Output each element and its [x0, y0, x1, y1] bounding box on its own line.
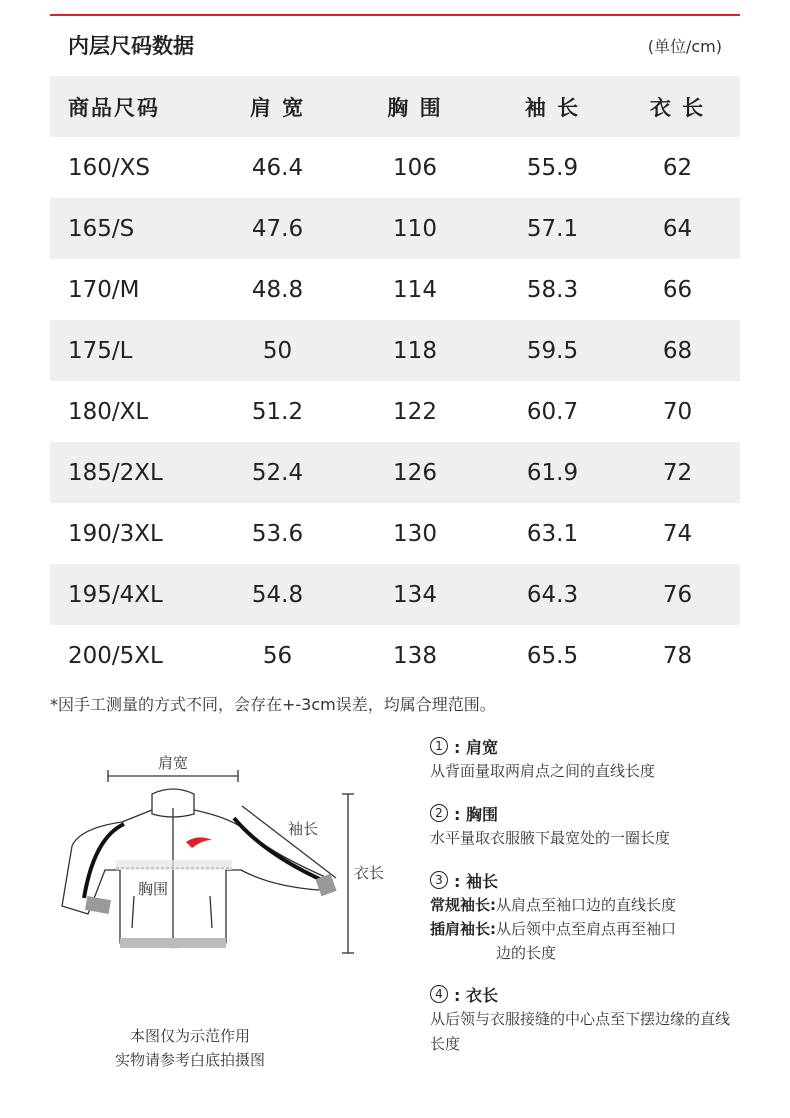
legend-length [430, 981, 770, 1057]
legend-description: 水平量取衣服腋下最宽处的一圈长度 [430, 829, 671, 847]
sub-label: 常规袖长: [430, 896, 496, 914]
cell-sleeve: 61.9 [526, 459, 579, 486]
cell-length: 62 [662, 154, 693, 181]
cell-shoulder: 47.6 [251, 215, 304, 242]
cell-shoulder: 48.8 [251, 276, 304, 303]
label-shoulder: 肩宽 [157, 754, 189, 772]
table-row [50, 381, 740, 442]
cell-size: 165/S [68, 215, 135, 242]
cell-size: 160/XS [68, 154, 151, 181]
cell-chest: 106 [393, 154, 437, 181]
cell-size: 200/5XL [68, 642, 163, 669]
cell-size: 175/L [68, 337, 133, 364]
cell-size: 180/XL [68, 398, 149, 425]
table-row [50, 320, 740, 381]
sub-label: 插肩袖长: [430, 920, 496, 938]
cell-sleeve: 65.5 [526, 642, 579, 669]
cell-shoulder: 53.6 [251, 520, 304, 547]
legend-sleeve [430, 867, 770, 965]
table-header-row [50, 76, 740, 137]
circled-number-2-icon: 2 [430, 804, 448, 822]
cell-size: 190/3XL [68, 520, 163, 547]
cell-chest: 126 [393, 459, 437, 486]
cell-sleeve: 60.7 [526, 398, 579, 425]
brand-logo-icon [186, 837, 212, 848]
legend-title: : 衣长 [454, 985, 498, 1005]
table-row [50, 137, 740, 198]
cell-size: 185/2XL [68, 459, 163, 486]
cell-length: 78 [662, 642, 693, 669]
cell-sleeve: 59.5 [526, 337, 579, 364]
cell-shoulder: 56 [262, 642, 293, 669]
table-row [50, 259, 740, 320]
cell-chest: 138 [393, 642, 437, 669]
legend-shoulder [430, 733, 770, 784]
cell-length: 72 [662, 459, 693, 486]
cell-chest: 122 [393, 398, 437, 425]
label-chest: 胸围 [138, 880, 169, 898]
table-row [50, 198, 740, 259]
circled-number-3-icon: 3 [430, 871, 448, 889]
sub-text-continued: 边的长度 [496, 944, 557, 962]
legend-sub-item [430, 893, 770, 917]
caption-line-2: 实物请参考白底拍摄图 [114, 1051, 265, 1069]
header-length: 衣 长 [649, 95, 706, 120]
cell-sleeve: 57.1 [526, 215, 579, 242]
cell-length: 70 [662, 398, 693, 425]
table-row [50, 503, 740, 564]
legend-title: : 肩宽 [454, 737, 498, 757]
sub-text: 从肩点至袖口边的直线长度 [496, 896, 677, 914]
header-size: 商品尺码 [68, 95, 160, 120]
measurement-legend [430, 733, 770, 1073]
cell-shoulder: 52.4 [251, 459, 304, 486]
jacket-hem [120, 938, 226, 948]
table-row [50, 564, 740, 625]
cell-sleeve: 58.3 [526, 276, 579, 303]
header-sleeve: 袖 长 [524, 95, 581, 120]
legend-chest [430, 800, 770, 851]
page-title: 内层尺码数据 [68, 34, 194, 58]
cell-size: 170/M [68, 276, 140, 303]
circled-number-4-icon: 4 [430, 985, 448, 1003]
cell-length: 68 [662, 337, 693, 364]
cell-sleeve: 55.9 [526, 154, 579, 181]
cell-shoulder: 50 [262, 337, 293, 364]
table-row [50, 625, 740, 686]
cell-chest: 114 [393, 276, 437, 303]
right-pocket [210, 896, 212, 928]
label-sleeve: 袖长 [288, 820, 319, 838]
table-row [50, 442, 740, 503]
measurement-footnote: *因手工测量的方式不同，会存在+-3cm误差，均属合理范围。 [50, 695, 496, 714]
cell-shoulder: 54.8 [251, 581, 304, 608]
legend-description: 从后领与衣服接缝的中心点至下摆边缘的直线长度 [430, 1010, 731, 1053]
header-shoulder: 肩 宽 [249, 95, 306, 120]
cell-chest: 110 [393, 215, 437, 242]
diagram-caption [90, 1024, 290, 1072]
cell-length: 66 [662, 276, 693, 303]
cell-chest: 130 [393, 520, 437, 547]
cell-sleeve: 64.3 [526, 581, 579, 608]
size-table [50, 76, 740, 686]
cell-length: 64 [662, 215, 693, 242]
left-pocket [132, 896, 134, 928]
cell-shoulder: 46.4 [251, 154, 304, 181]
cell-length: 74 [662, 520, 693, 547]
legend-title: : 袖长 [454, 871, 498, 891]
legend-title: : 胸围 [454, 804, 498, 824]
caption-line-1: 本图仅为示范作用 [129, 1027, 250, 1045]
cell-sleeve: 63.1 [526, 520, 579, 547]
sub-text: 从后领中点至肩点再至袖口 [496, 920, 677, 938]
legend-description: 从背面量取两肩点之间的直线长度 [430, 762, 656, 780]
circled-number-1-icon: 1 [430, 737, 448, 755]
legend-sub-item [430, 917, 770, 965]
label-length: 衣长 [354, 864, 385, 882]
cell-shoulder: 51.2 [251, 398, 304, 425]
cell-length: 76 [662, 581, 693, 608]
cell-chest: 134 [393, 581, 437, 608]
cell-chest: 118 [393, 337, 437, 364]
top-accent-rule [50, 14, 740, 16]
jacket-measurement-diagram [50, 748, 390, 978]
header-chest: 胸 围 [387, 95, 443, 120]
unit-note: (单位/cm) [647, 37, 722, 56]
cell-size: 195/4XL [68, 581, 163, 608]
